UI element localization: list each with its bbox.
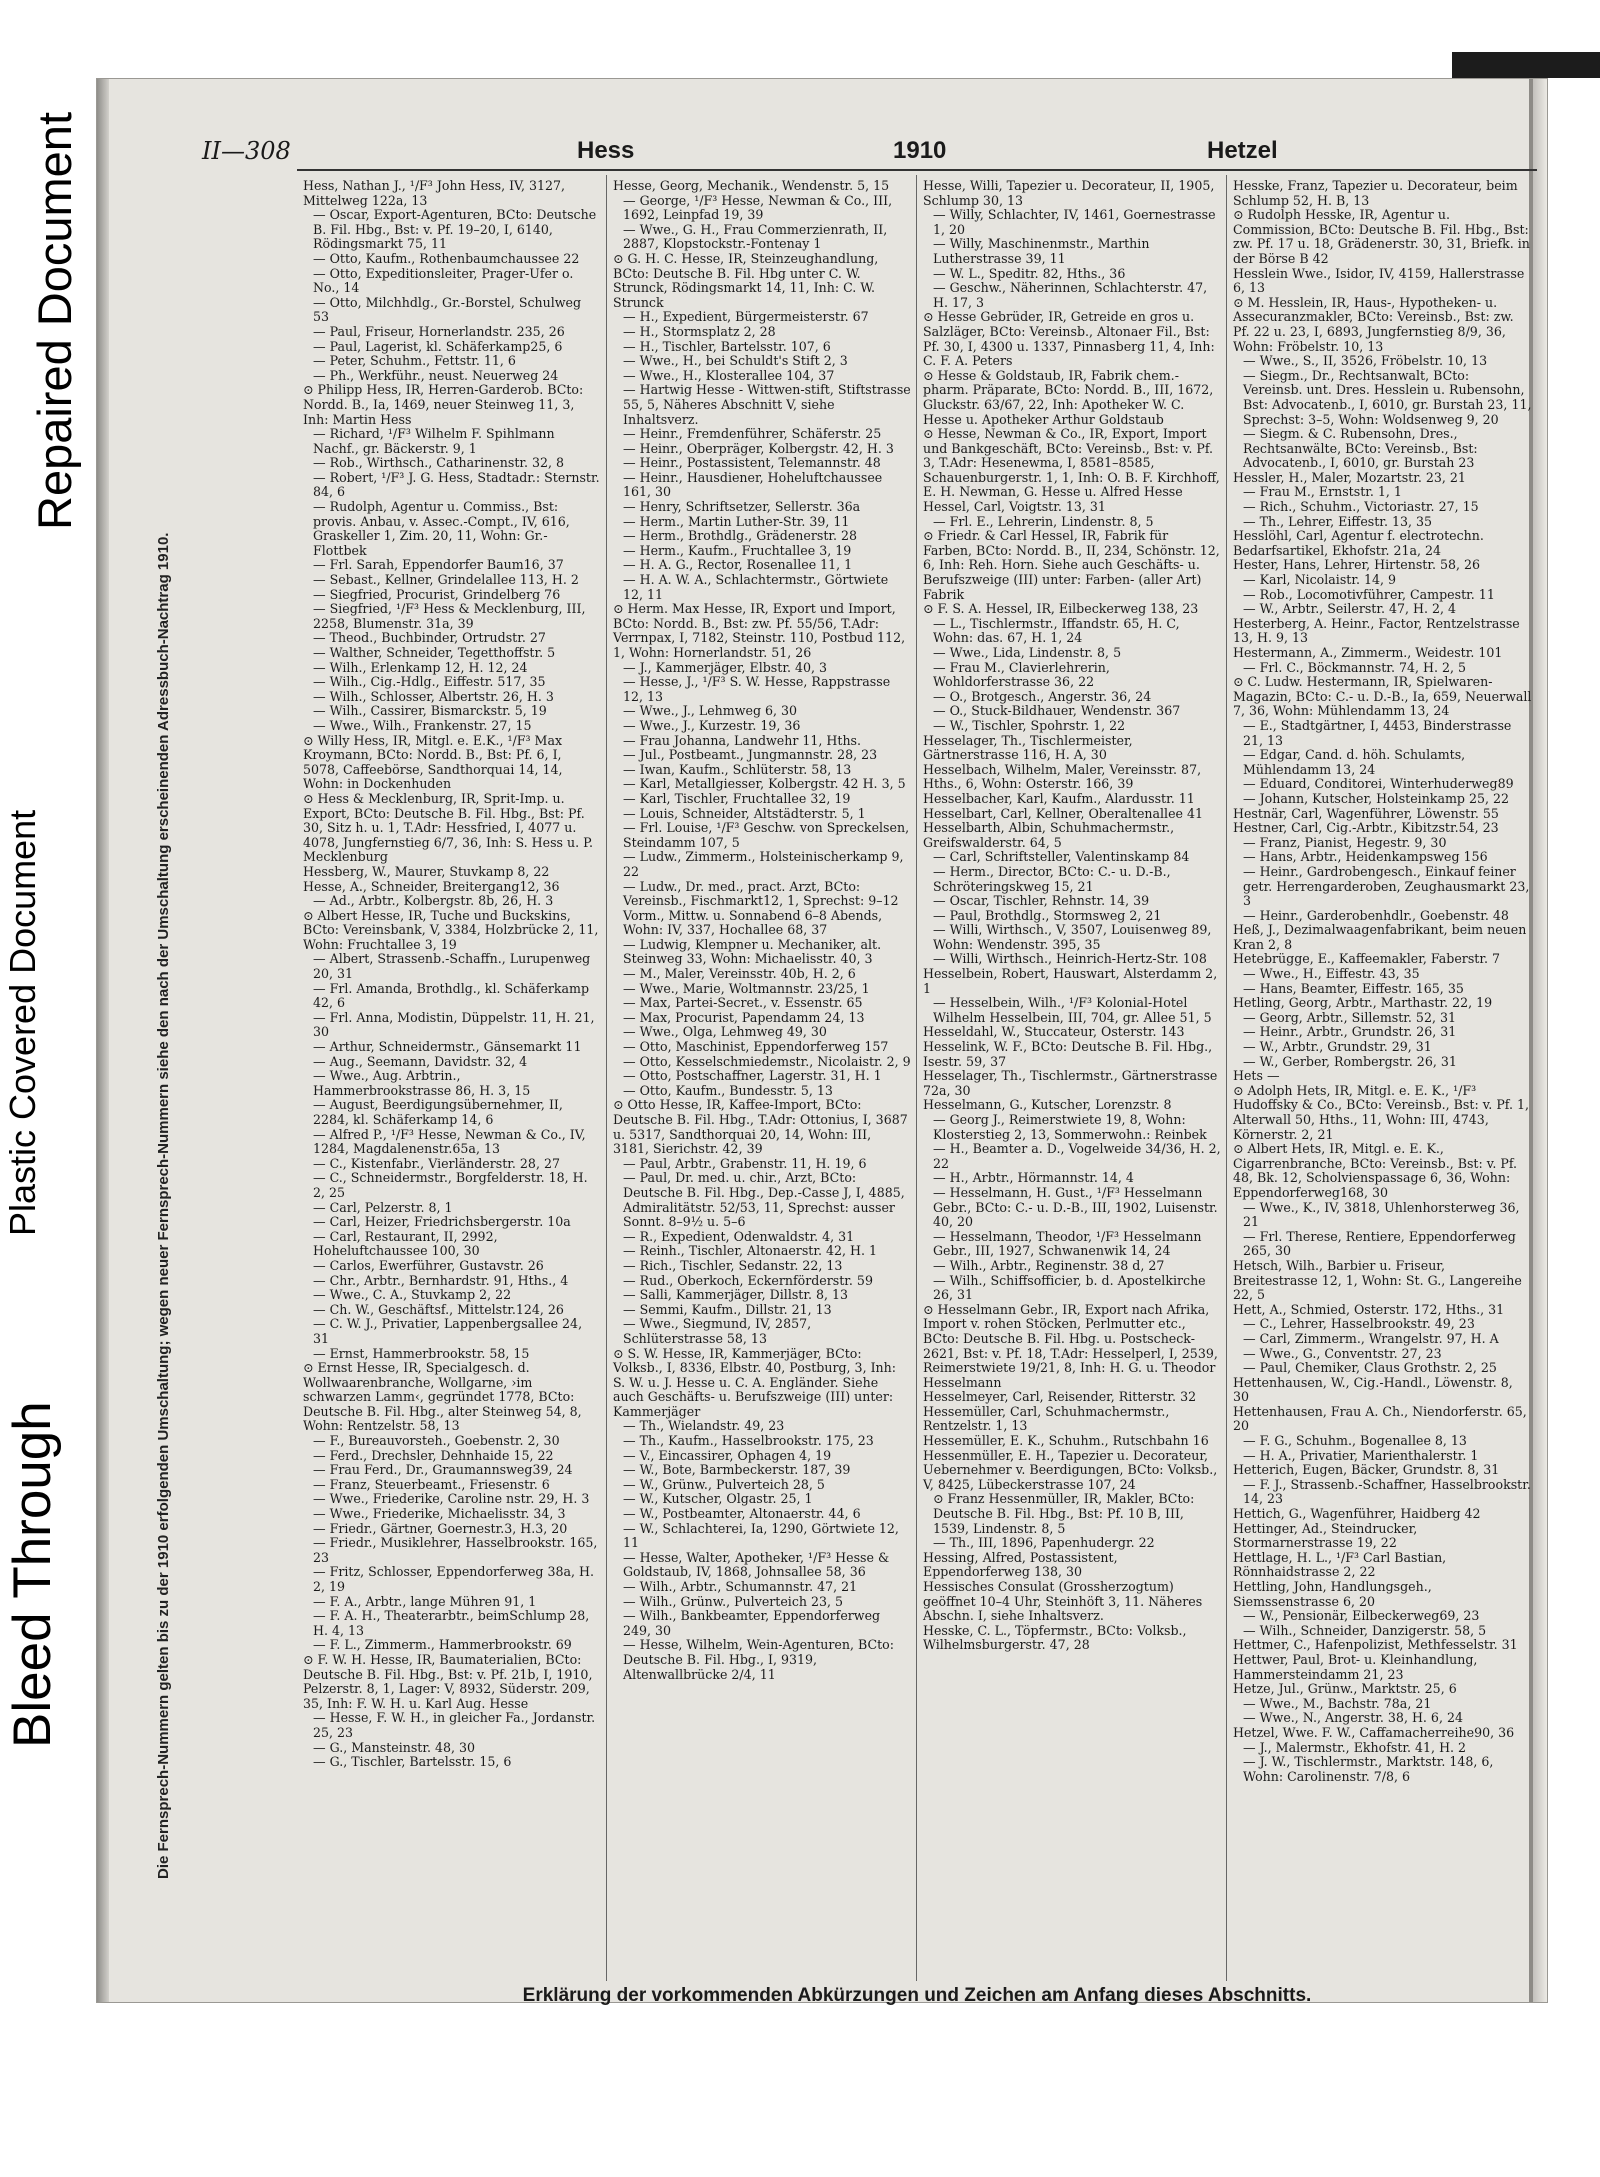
directory-entry: — Ludw., Dr. med., pract. Arzt, BCto: Vereinsb., Fischmarkt12, 1, Sprechst: 9–12 Vorm., Mittw. u. Sonnabend 6–8 Abends, Wohn: IV, 337, Hochallee 68, 37 <box>623 878 899 938</box>
directory-column-1 <box>297 175 607 1981</box>
directory-entry: — H., Arbtr., Hörmannstr. 14, 4 <box>933 1170 1134 1186</box>
directory-entry: — Hans, Beamter, Eiffestr. 165, 35 <box>1243 980 1464 996</box>
directory-entry: Hetebrügge, E., Kaffeemakler, Faberstr. 7 <box>1233 951 1501 967</box>
directory-entry: — Ludwig, Klempner u. Mechaniker, alt. Steinweg 33, Wohn: Michaelisstr. 40, 3 <box>623 936 882 967</box>
vertical-telephone-note: Die Fernsprech-Nummern gelten bis zu der 1910 erfolgenden Umschaltung; wegen neuer Fernsprech-Nummern siehe den nach der Umschaltung erscheinenden Adressbuch-Nachtrag 1910. <box>155 532 172 1879</box>
directory-entry: Hesselink, W. F., BCto: Deutsche B. Fil. Hbg., Isestr. 59, 37 <box>923 1039 1213 1069</box>
repaired-document-label: Repaired Document <box>28 112 81 530</box>
directory-column-3 <box>917 175 1227 1981</box>
directory-entry: — H., Expedient, Bürgermeisterstr. 67 <box>623 309 869 325</box>
directory-entry: — Paul, Arbtr., Grabenstr. 11, H. 19, 6 <box>623 1155 867 1171</box>
directory-entry: — Otto, Kaufm., Bundesstr. 5, 13 <box>623 1082 833 1098</box>
directory-entry: — Th., Lehrer, Eiffestr. 13, 35 <box>1243 513 1433 529</box>
directory-entry: Hetze, Jul., Grünw., Marktstr. 25, 6 <box>1233 1681 1457 1697</box>
directory-entry: ⊙ Ernst Hesse, IR, Specialgesch. d. Wollwaarenbranche, Wollgarne, ›im schwarzen Lamm‹, gegründet 1778, BCto: Deutsche B. Fil. Hbg., alter Steinweg 54, 8, Wohn: Rentzelstr. 58, 13 <box>303 1360 582 1434</box>
directory-entry: — Th., Kaufm., Hasselbrookstr. 175, 23 <box>623 1433 874 1449</box>
directory-entry: ⊙ Adolph Hets, IR, Mitgl. e. E. K., ¹/F³ Hudoffsky & Co., BCto: Vereinsb., Bst: v. Pf. 1, Alterwall 50, Hths., 11, Wohn: III, 4743, Körnerstr. 2, 21 <box>1233 1082 1530 1142</box>
directory-entry: — Wwe., Aug. Arbtrin., Hammerbrookstrasse 86, H. 3, 15 <box>313 1068 531 1098</box>
directory-entry: ⊙ Willy Hess, IR, Mitgl. e. E.K., ¹/F³ Max Kroymann, BCto: Nordd. B., Bst: Pf. 6, I, 5078, Caffeebörse, Sandthorquai 14, 14, Wohn: in Dockenhuden <box>303 732 563 792</box>
directory-entry: — Frl. Amanda, Brothdlg., kl. Schäferkamp 42, 6 <box>313 980 590 1011</box>
directory-entry: — George, ¹/F³ Hesse, Newman & Co., III, 1692, Leinpfad 19, 39 <box>623 192 893 223</box>
directory-entry: Hesselbarth, Albin, Schuhmachermstr., Greifswalderstr. 64, 5 <box>923 820 1175 850</box>
directory-entry: — Otto, Expeditionsleiter, Prager-Ufer o. No., 14 <box>313 265 574 296</box>
directory-entry: Hesterberg, A. Heinr., Factor, Rentzelstrasse 13, H. 9, 13 <box>1233 615 1520 646</box>
directory-entry: — Max, Partei-Secret., v. Essenstr. 65 <box>623 995 863 1011</box>
directory-entry: — Wwe., C. A., Stuvkamp 2, 22 <box>313 1287 512 1303</box>
directory-entry: — Frl. Sarah, Eppendorfer Baum16, 37 <box>313 557 564 573</box>
directory-entry: — Hans, Arbtr., Heidenkampsweg 156 <box>1243 849 1488 865</box>
directory-entry: — Ad., Arbtr., Kolbergstr. 8b, 26, H. 3 <box>313 893 554 909</box>
directory-entry: — Wwe., H., Klosterallee 104, 37 <box>623 367 835 383</box>
directory-entry: Hesselager, Th., Tischlermstr., Gärtnerstrasse 72a, 30 <box>923 1068 1218 1098</box>
directory-entry: — Willy, Schlachter, IV, 1461, Goernestrasse 1, 20 <box>933 207 1216 237</box>
directory-entry: — Paul, Lagerist, kl. Schäferkamp25, 6 <box>313 338 563 354</box>
directory-entry: ⊙ F. S. A. Hessel, IR, Eilbeckerweg 138, 23 <box>923 601 1199 617</box>
directory-entry: — Wwe., H., bei Schuldt's Stift 2, 3 <box>623 353 848 369</box>
directory-entry: ⊙ F. W. H. Hesse, IR, Baumaterialien, BCto: Deutsche B. Fil. Hbg., Bst: v. Pf. 21b, I, 1910, Pelzerstr. 8, 1, Lager: V, 8932, Süderstr. 209, 35, Inh: F. W. H. u. Karl Aug. Hesse <box>303 1651 593 1711</box>
directory-entry: — Frl. E., Lehrerin, Lindenstr. 8, 5 <box>933 513 1154 529</box>
directory-entry: — Siegm., Dr., Rechtsanwalt, BCto: Vereinsb. unt. Dres. Hesslein u. Rubensohn, Bst: Advocatenb., I, 6010, gr. Burstah 23, 11, Sprechst: 3–5, Wohn: Woldsenweg 9, 20 <box>1243 367 1532 427</box>
directory-entry: — O., Brotgesch., Angerstr. 36, 24 <box>933 688 1152 704</box>
directory-entry: — Wwe., J., Lehmweg 6, 30 <box>623 703 798 719</box>
directory-column-4 <box>1227 175 1537 1981</box>
bleed-through-label: Bleed Through <box>3 1401 62 1748</box>
directory-entry: ⊙ Franz Hessenmüller, IR, Makler, BCto: Deutsche B. Fil. Hbg., Bst: Pf. 10 B, III, 1539, Lindenstr. 8, 5 <box>933 1491 1195 1536</box>
directory-entry: — C., Lehrer, Hasselbrookstr. 49, 23 <box>1243 1316 1475 1332</box>
directory-entry: — W., Gerber, Rombergstr. 26, 31 <box>1243 1053 1457 1069</box>
directory-entry: — Heinr., Hausdiener, Hoheluftchaussee 161, 30 <box>623 469 883 500</box>
directory-entry: — Frl. Therese, Rentiere, Eppendorferweg 265, 30 <box>1243 1228 1516 1259</box>
directory-entry: — Herm., Kaufm., Fruchtallee 3, 19 <box>623 542 852 558</box>
directory-entry: — Ch. W., Geschäftsf., Mittelstr.124, 26 <box>313 1301 564 1317</box>
directory-entry: — G., Mansteinstr. 48, 30 <box>313 1739 476 1755</box>
directory-entry: — Wwe., Siegmund, IV, 2857, Schlüterstrasse 58, 13 <box>623 1316 812 1346</box>
directory-entry: — Aug., Seemann, Davidstr. 32, 4 <box>313 1053 528 1069</box>
directory-entry: — C., Schneidermstr., Borgfelderstr. 18, H. 2, 25 <box>313 1170 588 1200</box>
directory-entry: — Carlos, Ewerführer, Gustavstr. 26 <box>313 1257 544 1273</box>
directory-entry: ⊙ S. W. Hesse, IR, Kammerjäger, BCto: Volksb., I, 8336, Elbstr. 40, Postburg, 3, Inh: S. W. u. J. Hesse u. C. A. Engländer. Siehe auch Geschäfts- u. Berufszweige (III) unter: Kammerjäger <box>613 1345 897 1419</box>
directory-columns <box>297 175 1537 1981</box>
directory-entry: — E., Stadtgärtner, I, 4453, Binderstrasse 21, 13 <box>1243 717 1512 748</box>
directory-entry: Hetterich, Eugen, Bäcker, Grundstr. 8, 31 <box>1233 1462 1500 1478</box>
directory-entry: — Rob., Locomotivführer, Campestr. 11 <box>1243 586 1495 602</box>
directory-entry: — W., Kutscher, Olgastr. 25, 1 <box>623 1491 813 1507</box>
directory-entry: — Semmi, Kaufm., Dillstr. 21, 13 <box>623 1301 832 1317</box>
directory-entry: — Heinr., Fremdenführer, Schäferstr. 25 <box>623 426 882 442</box>
directory-entry: Heß, J., Dezimalwaagenfabrikant, beim neuen Kran 2, 8 <box>1233 922 1527 952</box>
directory-entry: — Sebast., Kellner, Grindelallee 113, H. 2 <box>313 572 579 588</box>
directory-entry: — Frl. Anna, Modistin, Düppelstr. 11, H. 21, 30 <box>313 1009 595 1040</box>
directory-entry: — W., Arbtr., Grundstr. 29, 31 <box>1243 1039 1432 1055</box>
directory-entry: — Hesselmann, H. Gust., ¹/F³ Hesselmann Gebr., BCto: C.- u. D.-B., III, 1902, Luisenstr. 40, 20 <box>933 1184 1218 1230</box>
directory-entry: — Georg, Arbtr., Sillemstr. 52, 31 <box>1243 1009 1456 1025</box>
directory-entry: Hessberg, W., Maurer, Stuvkamp 8, 22 <box>303 863 550 879</box>
directory-entry: — Wwe., N., Angerstr. 38, H. 6, 24 <box>1243 1710 1463 1726</box>
directory-entry: — Herm., Martin Luther-Str. 39, 11 <box>623 513 850 529</box>
directory-entry: — Otto, Kaufm., Rothenbaumchaussee 22 <box>313 250 580 266</box>
directory-entry: Hetzel, Wwe. F. W., Caffamacherreihe90, 36 <box>1233 1724 1515 1740</box>
directory-entry: — Arthur, Schneidermstr., Gänsemarkt 11 <box>313 1039 582 1055</box>
directory-entry: — Wwe., Marie, Woltmannstr. 23/25, 1 <box>623 980 870 996</box>
directory-entry: — Frl. Louise, ¹/F³ Geschw. von Spreckelsen, Steindamm 107, 5 <box>623 820 910 850</box>
directory-entry: — Iwan, Kaufm., Schlüterstr. 58, 13 <box>623 761 852 777</box>
directory-entry: ⊙ Hesse & Goldstaub, IR, Fabrik chem.-pharm. Präparate, BCto: Nordd. B., III, 1672, Gluckstr. 63/67, 22, Inh: Apotheker W. C. Hesse u. Apotheker Arthur Goldstaub <box>923 367 1214 427</box>
directory-entry: — Theod., Buchbinder, Ortrudstr. 27 <box>313 630 546 646</box>
directory-entry: — Ernst, Hammerbrookstr. 58, 15 <box>313 1345 530 1361</box>
directory-entry: — Wwe., Lida, Lindenstr. 8, 5 <box>933 645 1122 660</box>
directory-entry: — Carl, Restaurant, II, 2992, Hoheluftchaussee 100, 30 <box>313 1228 498 1259</box>
directory-entry: Hesse, Georg, Mechanik., Wendenstr. 5, 15 <box>613 178 890 193</box>
directory-entry: — Friedr., Musiklehrer, Hasselbrookstr. 165, 23 <box>313 1535 598 1565</box>
directory-entry: Hesselmann, G., Kutscher, Lorenzstr. 8 <box>923 1097 1172 1113</box>
directory-entry: ⊙ Hesselmann Gebr., IR, Export nach Afrika, Import v. rohen Stöcken, Perlmutter etc., BCto: Deutsche B. Fil. Hbg. u. Postscheck- 2621, Bst: v. Pf. 18, T.Adr: Hesselperl, I, 2539, Reimerstwiete 19/21, 8, Inh: H. G. u. Theodor Hesselmann <box>923 1301 1218 1390</box>
directory-entry: Hetsch, Wilh., Barbier u. Friseur, Breitestrasse 12, 1, Wohn: St. G., Langereihe 22, 5 <box>1233 1257 1522 1303</box>
directory-entry: — Wwe., J., Kurzestr. 19, 36 <box>623 717 801 733</box>
directory-entry: — F. L., Zimmerm., Hammerbrookstr. 69 <box>313 1637 572 1653</box>
directory-entry: — Reinh., Tischler, Altonaerstr. 42, H. 1 <box>623 1243 878 1259</box>
directory-entry: — H. A. W. A., Schlachtermstr., Görtwiete 12, 11 <box>623 572 889 602</box>
directory-entry: Hesslöhl, Carl, Agentur f. electrotechn. Bedarfsartikel, Ekhofstr. 21a, 24 <box>1233 528 1484 558</box>
directory-entry: Hesselmeyer, Carl, Reisender, Ritterstr. 32 <box>923 1389 1197 1405</box>
directory-entry: — Henry, Schriftsetzer, Sellerstr. 36a <box>623 499 861 515</box>
directory-entry: ⊙ Hesse, Newman & Co., IR, Export, Import und Bankgeschäft, BCto: Vereinsb., Bst: v. Pf. 3, T.Adr: Hesenewma, I, 8581–8585, Schauenburgerstr. 1, 1, Inh: O. B. F. Kirchhoff, E. H. Newman, G. Hesse u. Alfred Hesse <box>923 426 1220 500</box>
directory-entry: Hettinger, Ad., Steindrucker, Stormarnerstrasse 19, 22 <box>1233 1520 1418 1551</box>
directory-entry: — Paul, Chemiker, Claus Grothstr. 2, 25 <box>1243 1360 1497 1376</box>
directory-entry: — O., Stuck-Bildhauer, Wendenstr. 367 <box>933 703 1181 719</box>
directory-entry: ⊙ Albert Hesse, IR, Tuche und Buckskins, BCto: Vereinsbank, V, 3384, Holzbrücke 2, 11, Wohn: Fruchtallee 3, 19 <box>303 907 599 952</box>
directory-entry: — Rich., Schuhm., Victoriastr. 27, 15 <box>1243 499 1479 515</box>
directory-entry: — H., Stormsplatz 2, 28 <box>623 323 776 339</box>
directory-entry: — Johann, Kutscher, Holsteinkamp 25, 22 <box>1243 790 1510 806</box>
directory-entry: Hessemüller, Carl, Schuhmachermstr., Rentzelstr. 1, 13 <box>923 1403 1170 1434</box>
directory-entry: — Rob., Wirthsch., Catharinenstr. 32, 8 <box>313 455 565 471</box>
directory-entry: — J., Malermstr., Ekhofstr. 41, H. 2 <box>1243 1739 1467 1755</box>
directory-entry: ⊙ Philipp Hess, IR, Herren-Garderob. BCto: Nordd. B., Ia, 1469, neuer Steinweg 11, 3, Inh: Martin Hess <box>303 382 584 427</box>
running-head-right: Hetzel <box>1207 137 1278 164</box>
directory-entry: — Siegfried, Procurist, Grindelberg 76 <box>313 586 561 602</box>
scanned-page <box>96 78 1548 2006</box>
directory-entry: Hets — <box>1233 1068 1280 1084</box>
directory-entry: Hester, Hans, Lehrer, Hirtenstr. 58, 26 <box>1233 557 1481 573</box>
directory-entry: — M., Maler, Vereinsstr. 40b, H. 2, 6 <box>623 966 856 982</box>
header-rule <box>297 169 1537 171</box>
directory-entry: — J., Kammerjäger, Elbstr. 40, 3 <box>623 659 828 675</box>
directory-entry: Hesselbein, Robert, Hauswart, Alsterdamm 2, 1 <box>923 966 1218 996</box>
directory-entry: — Franz, Pianist, Hegestr. 9, 30 <box>1243 834 1447 850</box>
directory-entry: — R., Expedient, Odenwaldstr. 4, 31 <box>623 1228 855 1244</box>
directory-entry: — Heinr., Gardrobengesch., Einkauf feiner getr. Herrengarderoben, Zeughausmarkt 23, 3 <box>1243 863 1530 909</box>
directory-entry: — Wwe., S., II, 3526, Fröbelstr. 10, 13 <box>1243 353 1488 369</box>
directory-entry: — Carl, Schriftsteller, Valentinskamp 84 <box>933 849 1190 865</box>
directory-entry: — Wilh., Cassirer, Bismarckstr. 5, 19 <box>313 703 547 719</box>
directory-entry: — Th., III, 1896, Papenhudergr. 22 <box>933 1535 1155 1551</box>
directory-entry: Hestermann, A., Zimmerm., Weidestr. 101 <box>1233 645 1503 660</box>
directory-entry: Hesse, Willi, Tapezier u. Decorateur, II, 1905, Schlump 30, 13 <box>923 178 1215 208</box>
directory-entry: — Franz, Steuerbeamt., Friesenstr. 6 <box>313 1476 550 1492</box>
directory-entry: — H., Tischler, Bartelsstr. 107, 6 <box>623 338 831 354</box>
directory-entry: — Alfred P., ¹/F³ Hesse, Newman & Co., IV, 1284, Magdalenenstr.65a, 13 <box>313 1126 586 1157</box>
directory-entry: — Paul, Brothdlg., Stormsweg 2, 21 <box>933 907 1162 923</box>
directory-entry: — C. W. J., Privatier, Lappenbergsallee 24, 31 <box>313 1316 583 1346</box>
directory-entry: — Rud., Oberkoch, Eckernförderstr. 59 <box>623 1272 873 1288</box>
directory-entry: — Wilh., Bankbeamter, Eppendorferweg 249, 30 <box>623 1608 881 1638</box>
directory-entry: — Willi, Wirthsch., V, 3507, Louisenweg 89, Wohn: Wendenstr. 395, 35 <box>933 922 1212 952</box>
directory-entry: — Frau Johanna, Landwehr 11, Hths. <box>623 732 862 748</box>
directory-entry: — Peter, Schuhm., Fettstr. 11, 6 <box>313 353 516 369</box>
directory-entry: Hettlage, H. L., ¹/F³ Carl Bastian, Rönnhaidstrasse 2, 22 <box>1233 1549 1447 1580</box>
directory-entry: Hessler, H., Maler, Mozartstr. 23, 21 <box>1233 469 1466 485</box>
directory-entry: — H. A. G., Rector, Rosenallee 11, 1 <box>623 557 853 573</box>
directory-entry: — Hesse, F. W. H., in gleicher Fa., Jordanstr. 25, 23 <box>313 1710 596 1740</box>
directory-entry: — Wwe., Friederike, Michaelisstr. 34, 3 <box>313 1506 566 1522</box>
directory-entry: — Wwe., G., Conventstr. 27, 23 <box>1243 1345 1442 1361</box>
directory-entry: — Salli, Kammerjäger, Dillstr. 8, 13 <box>623 1287 849 1303</box>
directory-entry: — Oscar, Export-Agenturen, BCto: Deutsche B. Fil. Hbg., Bst: v. Pf. 19–20, I, 6140, Rödingsmarkt 75, 11 <box>313 207 597 252</box>
directory-entry: — Friedr., Gärtner, Goernestr.3, H.3, 20 <box>313 1520 568 1536</box>
directory-entry: — Wilh., Erlenkamp 12, H. 12, 24 <box>313 659 528 675</box>
directory-entry: — Herm., Brothdlg., Grädenerstr. 28 <box>623 528 858 544</box>
directory-entry: — Wilh., Arbtr., Reginenstr. 38 d, 27 <box>933 1257 1165 1273</box>
directory-entry: — Heinr., Oberpräger, Kolbergstr. 42, H. 3 <box>623 440 894 456</box>
directory-entry: Hettenhausen, W., Cig.-Handl., Löwenstr. 8, 30 <box>1233 1374 1513 1405</box>
directory-entry: — August, Beerdigungsübernehmer, II, 2284, kl. Schäferkamp 14, 6 <box>313 1097 563 1127</box>
directory-column-2 <box>607 175 917 1981</box>
directory-entry: — W., Tischler, Spohrstr. 1, 22 <box>933 717 1126 733</box>
directory-entry: — Jul., Postbeamt., Jungmannstr. 28, 23 <box>623 747 878 763</box>
directory-entry: — Paul, Dr. med. u. chir., Arzt, BCto: Deutsche B. Fil. Hbg., Dep.-Casse J, I, 4885, Admiralitätstr. 52/53, 11, Sprechst: ausser Sonnt. 8–9½ u. 5–6 <box>623 1170 905 1230</box>
directory-entry: — Robert, ¹/F³ J. G. Hess, Stadtadr.: Sternstr. 84, 6 <box>313 469 600 500</box>
directory-entry: Hess, Nathan J., ¹/F³ John Hess, IV, 3127, Mittelweg 122a, 13 <box>303 178 566 208</box>
directory-entry: Hettwer, Paul, Brot- u. Kleinhandlung, Hammersteindamm 21, 23 <box>1233 1651 1478 1682</box>
directory-entry: — V., Eincassirer, Ophagen 4, 19 <box>623 1447 832 1463</box>
directory-entry: — F. A. H., Theaterarbtr., beimSchlump 28, H. 4, 13 <box>313 1608 590 1638</box>
running-head-year: 1910 <box>893 137 947 164</box>
directory-entry: Hesselbacher, Karl, Kaufm., Alardusstr. 11 <box>923 790 1195 806</box>
directory-entry: — Herm., Director, BCto: C.- u. D.-B., Schröteringskweg 15, 21 <box>933 863 1171 894</box>
directory-entry: — W., Schlachterei, Ia, 1290, Görtwiete 12, 11 <box>623 1520 899 1551</box>
directory-entry: — Rich., Tischler, Sedanstr. 22, 13 <box>623 1257 843 1273</box>
directory-entry: Hesselager, Th., Tischlermeister, Gärtnerstrasse 116, H. A, 30 <box>923 732 1133 763</box>
directory-entry: — Paul, Friseur, Hornerlandstr. 235, 26 <box>313 323 565 339</box>
directory-entry: — Otto, Postschaffner, Lagerstr. 31, H. 1 <box>623 1068 882 1084</box>
plastic-covered-document-label: Plastic Covered Document <box>2 809 43 1236</box>
directory-entry: Hessel, Carl, Voigtstr. 13, 31 <box>923 499 1106 515</box>
directory-entry: — Hesse, J., ¹/F³ S. W. Hesse, Rappstrasse 12, 13 <box>623 674 891 704</box>
directory-entry: — H. A., Privatier, Marienthalerstr. 1 <box>1243 1447 1479 1463</box>
directory-entry: — Wwe., Wilh., Frankenstr. 27, 15 <box>313 717 532 733</box>
directory-entry: — L., Tischlermstr., Iffandstr. 65, H. C, Wohn: das. 67, H. 1, 24 <box>933 615 1180 646</box>
directory-entry: Hetling, Georg, Arbtr., Marthastr. 22, 19 <box>1233 995 1493 1011</box>
directory-entry: — Frau M., Clavierlehrerin, Wohldorferstrasse 36, 22 <box>933 659 1110 690</box>
directory-entry: — Wwe., G. H., Frau Commerzienrath, II, 2887, Klopstockstr.-Fontenay 1 <box>623 221 888 252</box>
directory-entry: — Otto, Maschinist, Eppendorferweg 157 <box>623 1039 889 1055</box>
directory-entry: ⊙ Hesse Gebrüder, IR, Getreide en gros u. Salzläger, BCto: Vereinsb., Altonaer Fil., Bst: Pf. 30, I, 4300 u. 1337, Pinnasberg 11, 4, Inh: C. F. A. Peters <box>923 309 1215 369</box>
directory-entry: — W. L., Speditr. 82, Hths., 36 <box>933 265 1126 281</box>
directory-entry: — F. G., Schuhm., Bogenallee 8, 13 <box>1243 1433 1467 1449</box>
directory-entry: — Wwe., M., Bachstr. 78a, 21 <box>1243 1695 1432 1711</box>
directory-entry: Hesseldahl, W., Stuccateur, Osterstr. 143 <box>923 1024 1185 1040</box>
directory-entry: — F. A., Arbtr., lange Mühren 91, 1 <box>313 1593 537 1609</box>
directory-entry: ⊙ Hess & Mecklenburg, IR, Sprit-Imp. u. Export, BCto: Deutsche B. Fil. Hbg., Bst: Pf. 30, Sitz h. u. 1, T.Adr: Hessfried, I, 4077 u. 4078, Jungfernstieg 6/7, 36, Inh: S. Hess u. P. Mecklenburg <box>303 790 594 865</box>
directory-entry: Hettmer, C., Hafenpolizist, Methfesselstr. 31 <box>1233 1637 1518 1653</box>
directory-entry: — Otto, Kesselschmiedemstr., Nicolaistr. 2, 9 <box>623 1053 911 1069</box>
directory-entry: Hessing, Alfred, Postassistent, Eppendorferweg 138, 30 <box>923 1549 1118 1580</box>
directory-entry: — Walther, Schneider, Tegetthoffstr. 5 <box>313 645 556 660</box>
directory-entry: — Frau Ferd., Dr., Graumannsweg39, 24 <box>313 1462 573 1478</box>
abbreviation-footer: Erklärung der vorkommenden Abkürzungen und Zeichen am Anfang dieses Abschnitts. <box>522 1985 1312 2006</box>
directory-entry: Hessenmüller, E. H., Tapezier u. Decorateur, Uebernehmer v. Beerdigungen, BCto: Volksb., V, 8425, Lübeckerstrasse 107, 24 <box>923 1447 1218 1492</box>
directory-entry: — Otto, Milchhdlg., Gr.-Borstel, Schulweg 53 <box>313 294 582 325</box>
directory-entry: Hestnär, Carl, Wagenführer, Löwenstr. 55 <box>1233 805 1499 821</box>
directory-entry: — Karl, Metallgiesser, Kolbergstr. 42 H. 3, 5 <box>623 776 906 792</box>
directory-entry: Hesse, A., Schneider, Breitergang12, 36 <box>303 878 560 894</box>
directory-entry: — Hesse, Walter, Apotheker, ¹/F³ Hesse & Goldstaub, IV, 1868, Johnsallee 58, 36 <box>623 1549 890 1580</box>
directory-entry: Hesske, Franz, Tapezier u. Decorateur, beim Schlump 52, H. B, 13 <box>1233 178 1518 208</box>
directory-entry: Hesslein Wwe., Isidor, IV, 4159, Hallerstrasse 6, 13 <box>1233 265 1525 296</box>
directory-entry: — Hartwig Hesse - Wittwen-stift, Stiftstrasse 55, 5, Näheres Abschnitt V, siehe Inhaltsverz. <box>623 382 911 427</box>
directory-entry: — Wwe., Olga, Lehmweg 49, 30 <box>623 1024 827 1040</box>
directory-entry: ⊙ Albert Hets, IR, Mitgl. e. E. K., Cigarrenbranche, BCto: Vereinsb., Bst: v. Pf. 48, Bk. 12, Scholvienspassage 6, 36, Wohn: Eppendorferweg168, 30 <box>1233 1141 1518 1200</box>
directory-entry: — Chr., Arbtr., Bernhardstr. 91, Hths., 4 <box>313 1272 569 1288</box>
directory-entry: — Max, Procurist, Papendamm 24, 13 <box>623 1009 865 1025</box>
directory-entry: — Fritz, Schlosser, Eppendorferweg 38a, H. 2, 19 <box>313 1564 595 1594</box>
directory-entry: — Eduard, Conditorei, Winterhuderweg89 <box>1243 776 1514 792</box>
directory-entry: ⊙ Otto Hesse, IR, Kaffee-Import, BCto: Deutsche B. Fil. Hbg., T.Adr: Ottonius, I, 3687 u. 5317, Sandthorquai 20, 14, Wohn: III, 3181, Sierichstr. 42, 39 <box>613 1097 908 1157</box>
directory-entry: ⊙ C. Ludw. Hestermann, IR, Spielwaren-Magazin, BCto: C.- u. D.-B., Ia, 659, Neuerwall 7, 36, Wohn: Mühlendamm 13, 24 <box>1233 674 1532 719</box>
directory-entry: — W., Pensionär, Eilbeckerweg69, 23 <box>1243 1608 1480 1624</box>
directory-entry: — Wilh., Schiffsofficier, b. d. Apostelkirche 26, 31 <box>933 1272 1206 1303</box>
directory-entry: — W., Grünw., Pulverteich 28, 5 <box>623 1476 825 1492</box>
directory-entry: — G., Tischler, Bartelsstr. 15, 6 <box>313 1754 512 1770</box>
directory-entry: — Richard, ¹/F³ Wilhelm F. Spihlmann Nachf., gr. Bäckerstr. 9, 1 <box>313 426 555 456</box>
directory-entry: — Wwe., H., Eiffestr. 43, 35 <box>1243 966 1420 982</box>
directory-entry: — F., Bureauvorsteh., Goebenstr. 2, 30 <box>313 1433 560 1449</box>
directory-entry: — Th., Wielandstr. 49, 23 <box>623 1418 785 1434</box>
directory-entry: — Frau M., Ernststr. 1, 1 <box>1243 484 1402 500</box>
directory-entry: — Ludw., Zimmerm., Holsteinischerkamp 9, 22 <box>623 849 904 879</box>
directory-entry: Hessisches Consulat (Grossherzogtum) geöffnet 10–4 Uhr, Steinhöft 3, 11. Näheres Abschn. I, siehe Inhaltsverz. <box>923 1579 1203 1624</box>
directory-entry: Hestner, Carl, Cig.-Arbtr., Kibitzstr.54, 23 <box>1233 820 1499 836</box>
directory-entry: — Wilh., Grünw., Pulverteich 23, 5 <box>623 1593 844 1609</box>
directory-entry: — Edgar, Cand. d. höh. Schulamts, Mühlendamm 13, 24 <box>1243 747 1466 777</box>
directory-entry: — Karl, Tischler, Fruchtallee 32, 19 <box>623 790 851 806</box>
directory-entry: Hesselbach, Wilhelm, Maler, Vereinsstr. 87, Hths., 6, Wohn: Osterstr. 166, 39 <box>923 761 1202 792</box>
page-gutter <box>97 79 109 2002</box>
directory-entry: — Carl, Pelzerstr. 8, 1 <box>313 1199 453 1215</box>
directory-entry: — W., Bote, Barmbeckerstr. 187, 39 <box>623 1462 851 1478</box>
directory-entry: — Karl, Nicolaistr. 14, 9 <box>1243 572 1397 588</box>
directory-entry: — F. J., Strassenb.-Schaffner, Hasselbrookstr. 14, 23 <box>1243 1476 1531 1507</box>
directory-entry: — Wwe., K., IV, 3818, Uhlenhorsterweg 36, 21 <box>1243 1199 1520 1230</box>
directory-entry: ⊙ M. Hesslein, IR, Haus-, Hypotheken- u. Assecuranzmakler, BCto: Vereinsb., Bst: zw. Pf. 22 u. 23, I, 6893, Jungfernstieg 8/9, 36, Wohn: Fröbelstr. 10, 13 <box>1233 294 1514 354</box>
directory-entry: — Willi, Wirthsch., Heinrich-Hertz-Str. 108 <box>933 951 1207 967</box>
directory-entry: — J. W., Tischlermstr., Marktstr. 148, 6, Wohn: Carolinenstr. 7/8, 6 <box>1243 1754 1494 1784</box>
directory-entry: ⊙ G. H. C. Hesse, IR, Steinzeughandlung, BCto: Deutsche B. Fil. Hbg unter C. W. Strunck, Rödingsmarkt 14, 11, Inh: C. W. Strunck <box>613 250 879 310</box>
directory-entry: Hettenhausen, Frau A. Ch., Niendorferstr. 65, 20 <box>1233 1403 1527 1434</box>
directory-entry: — Ferd., Drechsler, Dehnhaide 15, 22 <box>313 1447 554 1463</box>
directory-entry: Hesske, C. L., Töpfermstr., BCto: Volksb., Wilhelmsburgerstr. 47, 28 <box>923 1622 1187 1653</box>
directory-entry: — Albert, Strassenb.-Schaffn., Lurupenweg 20, 31 <box>313 951 591 982</box>
directory-entry: Hettich, G., Wagenführer, Haidberg 42 <box>1233 1506 1481 1522</box>
directory-entry: — Wilh., Schneider, Danzigerstr. 58, 5 <box>1243 1622 1487 1638</box>
directory-entry: — Willy, Maschinenmstr., Marthin Lutherstrasse 39, 11 <box>933 236 1150 266</box>
directory-entry: — Louis, Schneider, Altstädterstr. 5, 1 <box>623 805 866 821</box>
directory-entry: ⊙ Herm. Max Hesse, IR, Export und Import, BCto: Nordd. B., Bst: zw. Pf. 55/56, T.Adr: Verrnpax, I, 7182, Steinstr. 110, Postbud 112, 1, Wohn: Hornerlandstr. 51, 26 <box>613 601 906 660</box>
directory-entry: Hesselbart, Carl, Kellner, Oberaltenallee 41 <box>923 805 1204 821</box>
directory-entry: Hessemüller, E. K., Schuhm., Rutschbahn 16 <box>923 1433 1209 1449</box>
directory-entry: — Heinr., Arbtr., Grundstr. 26, 31 <box>1243 1024 1457 1040</box>
directory-entry: Hett, A., Schmied, Osterstr. 172, Hths., 31 <box>1233 1301 1505 1317</box>
page-number: II—308 <box>202 137 291 165</box>
directory-entry: — Wilh., Arbtr., Schumannstr. 47, 21 <box>623 1579 858 1594</box>
scan-border-corner <box>1452 52 1600 78</box>
directory-entry: — Wilh., Cig.-Hdlg., Eiffestr. 517, 35 <box>313 674 546 690</box>
directory-entry: — Siegfried, ¹/F³ Hess & Mecklenburg, III, 2258, Blumenstr. 31a, 39 <box>313 601 586 631</box>
directory-entry: — Carl, Heizer, Friedrichsbergerstr. 10a <box>313 1214 571 1230</box>
directory-entry: Hettling, John, Handlungsgeh., Siemssenstrasse 6, 20 <box>1233 1579 1432 1609</box>
directory-entry: — Heinr., Postassistent, Telemannstr. 48 <box>623 455 881 471</box>
directory-entry: — W., Arbtr., Seilerstr. 47, H. 2, 4 <box>1243 601 1457 617</box>
directory-entry: — H., Beamter a. D., Vogelweide 34/36, H. 2, 22 <box>933 1141 1221 1171</box>
directory-entry: — Ph., Werkführ., neust. Neuerweg 24 <box>313 367 559 383</box>
directory-entry: — Carl, Zimmerm., Wrangelstr. 97, H. A <box>1243 1330 1499 1346</box>
directory-entry: — Hesselmann, Theodor, ¹/F³ Hesselmann Gebr., III, 1927, Schwanenwik 14, 24 <box>933 1228 1202 1259</box>
directory-entry: — Siegm. & C. Rubensohn, Dres., Rechtsanwälte, BCto: Vereinsb., Bst: Advocatenb., I, 6010, gr. Burstah 23 <box>1243 426 1478 471</box>
directory-entry: — Hesse, Wilhelm, Wein-Agenturen, BCto: Deutsche B. Fil. Hbg., I, 9319, Altenwallbrücke 2/4, 11 <box>623 1637 894 1682</box>
directory-entry: — Wilh., Schlosser, Albertstr. 26, H. 3 <box>313 688 554 704</box>
directory-entry: — Heinr., Garderobenhdlr., Goebenstr. 48 <box>1243 907 1509 923</box>
directory-entry: ⊙ Rudolph Hesske, IR, Agentur u. Commission, BCto: Deutsche B. Fil. Hbg., Bst: zw. Pf. 17 u. 18, Grädenerstr. 30, 31, Briefk. in der Börse B 42 <box>1233 207 1530 266</box>
directory-entry: — Rudolph, Agentur u. Commiss., Bst: provis. Anbau, v. Assec.-Compt., IV, 616, Graskeller 1, Zim. 20, 11, Wohn: Gr.-Flottbek <box>313 499 570 558</box>
directory-entry: — W., Postbeamter, Altonaerstr. 44, 6 <box>623 1506 861 1522</box>
directory-entry: — C., Kistenfabr., Vierländerstr. 28, 27 <box>313 1155 560 1171</box>
running-head-left: Hess <box>577 137 635 164</box>
directory-entry: — Hesselbein, Wilh., ¹/F³ Kolonial-Hotel Wilhelm Hesselbein, III, 704, gr. Allee 51, 5 <box>933 995 1212 1025</box>
directory-entry: — Geschw., Näherinnen, Schlachterstr. 47, H. 17, 3 <box>933 280 1208 310</box>
directory-entry: — Oscar, Tischler, Rehnstr. 14, 39 <box>933 893 1150 909</box>
directory-entry: — Frl. C., Böckmannstr. 74, H. 2, 5 <box>1243 659 1466 675</box>
directory-entry: — Georg J., Reimerstwiete 19, 8, Wohn: Klosterstieg 2, 13, Sommerwohn.: Reinbek <box>933 1112 1207 1142</box>
directory-entry: — Wwe., Friederike, Caroline nstr. 29, H. 3 <box>313 1491 590 1507</box>
directory-entry: ⊙ Friedr. & Carl Hessel, IR, Fabrik für Farben, BCto: Nordd. B., II, 234, Schönstr. 12, 6, Inh: Reh. Horn. Siehe auch Geschäfts- u. Berufszweige (III) unter: Farben- (aller Art) Fabrik <box>923 528 1220 602</box>
